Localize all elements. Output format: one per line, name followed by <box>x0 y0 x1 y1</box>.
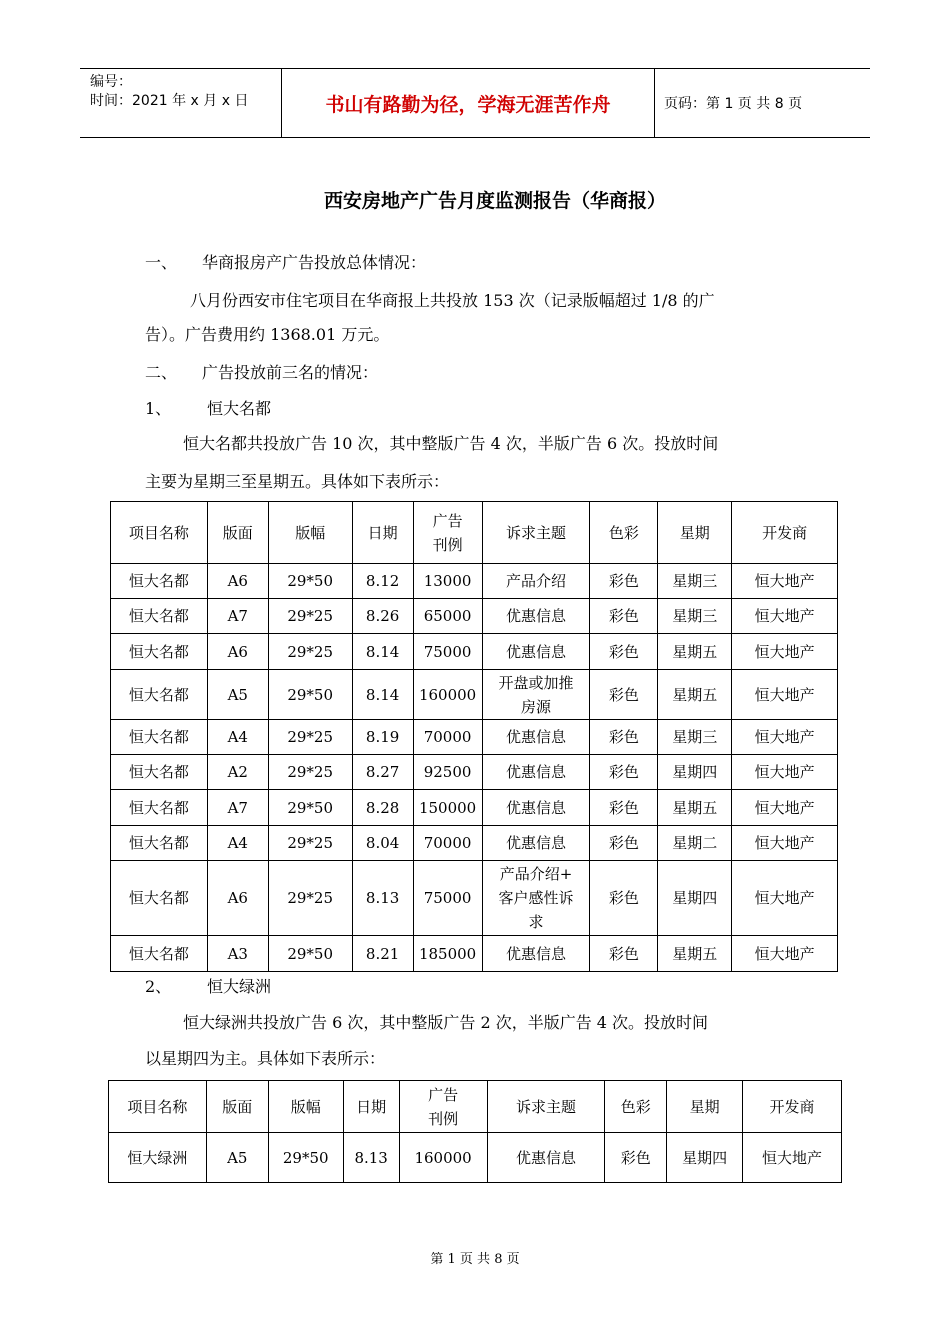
table-cell: 8.28 <box>352 790 413 826</box>
table-cell: 开发商 <box>732 502 838 564</box>
table-cell: A5 <box>206 1133 268 1183</box>
table-cell: 75000 <box>413 634 482 670</box>
header-motto: 书山有路勤为径，学海无涯苦作舟 <box>282 69 655 137</box>
table-cell: 恒大地产 <box>732 861 838 936</box>
table-row <box>111 670 838 720</box>
table-cell: A4 <box>207 826 268 861</box>
table-cell: 29*50 <box>268 1133 343 1183</box>
table-cell: 色彩 <box>590 502 658 564</box>
table-cell: A2 <box>207 755 268 790</box>
table-cell: A6 <box>207 634 268 670</box>
table-cell: 星期五 <box>658 670 732 720</box>
table-cell: 日期 <box>343 1081 399 1133</box>
table-cell: 8.04 <box>352 826 413 861</box>
table-cell: 92500 <box>413 755 482 790</box>
table-cell: 8.14 <box>352 670 413 720</box>
table-cell: 恒大地产 <box>743 1133 842 1183</box>
table-cell: 开发商 <box>743 1081 842 1133</box>
table-hengda-mingdu <box>110 501 838 972</box>
table-cell: 8.19 <box>352 720 413 755</box>
table-row <box>111 720 838 755</box>
table-cell: 版幅 <box>268 502 352 564</box>
header-page-label: 页码：第 1 页 共 8 页 <box>664 96 803 112</box>
item2-line1: 恒大绿洲共投放广告 6 次，其中整版广告 2 次，半版广告 4 次。投放时间 <box>183 1013 709 1032</box>
table-cell: 29*25 <box>268 861 352 936</box>
table-cell: 29*25 <box>268 634 352 670</box>
table-cell: 星期四 <box>658 755 732 790</box>
table-cell: 星期 <box>667 1081 743 1133</box>
table-cell: 恒大名都 <box>111 826 208 861</box>
table-cell: 8.27 <box>352 755 413 790</box>
table-cell: A5 <box>207 670 268 720</box>
table-cell: 广告 刊例 <box>399 1081 487 1133</box>
section1-heading: 华商报房产广告投放总体情况： <box>202 253 427 272</box>
table-cell: A6 <box>207 564 268 599</box>
item1-num: 1、 <box>145 399 172 418</box>
table-cell: A4 <box>207 720 268 755</box>
table-cell: 恒大名都 <box>111 599 208 634</box>
table-cell: 29*50 <box>268 564 352 599</box>
report-title: 西安房地产广告月度监测报告（华商报） <box>323 190 666 212</box>
table-cell: 8.26 <box>352 599 413 634</box>
table-cell: 恒大名都 <box>111 564 208 599</box>
table-hengda-lvzhou <box>108 1080 842 1183</box>
table-cell: 星期四 <box>667 1133 743 1183</box>
table-cell: 29*25 <box>268 755 352 790</box>
table-cell: 优惠信息 <box>482 755 590 790</box>
table-row <box>111 936 838 972</box>
section2-heading: 广告投放前三名的情况： <box>202 363 379 382</box>
table-cell: 8.13 <box>352 861 413 936</box>
table-cell: 星期五 <box>658 936 732 972</box>
table-cell: 彩色 <box>590 755 658 790</box>
section1-line1: 八月份西安市住宅项目在华商报上共投放 153 次（记录版幅超过 1/8 的广 <box>190 291 715 310</box>
table-cell: 恒大地产 <box>732 936 838 972</box>
table-cell: 恒大名都 <box>111 755 208 790</box>
item2-num: 2、 <box>145 977 172 996</box>
table-cell: 优惠信息 <box>482 790 590 826</box>
table-cell: 65000 <box>413 599 482 634</box>
time-label: 时间：2021 年 x 月 x 日 <box>90 93 249 109</box>
section1-heading-num: 一、 <box>145 253 178 272</box>
table-cell: 星期 <box>658 502 732 564</box>
table-cell: 产品介绍 <box>482 564 590 599</box>
table-cell: 星期五 <box>658 634 732 670</box>
table-cell: 版面 <box>207 502 268 564</box>
table-cell: 恒大绿洲 <box>109 1133 207 1183</box>
table-cell: 彩色 <box>605 1133 667 1183</box>
table-cell: 诉求主题 <box>487 1081 605 1133</box>
table-cell: 色彩 <box>605 1081 667 1133</box>
section2-heading-num: 二、 <box>145 363 178 382</box>
table-cell: 彩色 <box>590 790 658 826</box>
table-cell: 彩色 <box>590 634 658 670</box>
table-cell: A6 <box>207 861 268 936</box>
table-cell: A7 <box>207 599 268 634</box>
table-cell: 恒大名都 <box>111 634 208 670</box>
table-cell: 恒大名都 <box>111 720 208 755</box>
table-cell: 8.13 <box>343 1133 399 1183</box>
table-cell: 恒大名都 <box>111 790 208 826</box>
item2-name: 恒大绿洲 <box>207 977 272 996</box>
table-cell: 日期 <box>352 502 413 564</box>
table-cell: 产品介绍+ 客户感性诉 求 <box>482 861 590 936</box>
table-cell: 广告 刊例 <box>413 502 482 564</box>
table-cell: 彩色 <box>590 826 658 861</box>
table-cell: 星期二 <box>658 826 732 861</box>
table-cell: 彩色 <box>590 936 658 972</box>
item1-name: 恒大名都 <box>207 399 272 418</box>
table-row <box>111 755 838 790</box>
table-cell: 优惠信息 <box>482 599 590 634</box>
table-cell: 恒大名都 <box>111 670 208 720</box>
table-cell: 优惠信息 <box>482 634 590 670</box>
table-cell: 恒大地产 <box>732 564 838 599</box>
table-header-row <box>109 1081 842 1133</box>
table-cell: 160000 <box>399 1133 487 1183</box>
table-cell: 恒大地产 <box>732 670 838 720</box>
table-cell: 75000 <box>413 861 482 936</box>
table-cell: 项目名称 <box>109 1081 207 1133</box>
table-row <box>109 1133 842 1183</box>
table-cell: 优惠信息 <box>482 826 590 861</box>
table-cell: 150000 <box>413 790 482 826</box>
table-cell: 彩色 <box>590 564 658 599</box>
table-cell: 星期四 <box>658 861 732 936</box>
table-cell: 诉求主题 <box>482 502 590 564</box>
number-label: 编号： <box>90 74 132 90</box>
table-cell: 70000 <box>413 720 482 755</box>
table-cell: A3 <box>207 936 268 972</box>
table-row <box>111 599 838 634</box>
table-cell: A7 <box>207 790 268 826</box>
table-cell: 优惠信息 <box>482 720 590 755</box>
table-row <box>111 634 838 670</box>
table-cell: 彩色 <box>590 861 658 936</box>
table-cell: 13000 <box>413 564 482 599</box>
table-cell: 星期五 <box>658 790 732 826</box>
table-cell: 星期三 <box>658 720 732 755</box>
table-row <box>111 790 838 826</box>
table-cell: 29*50 <box>268 936 352 972</box>
table-cell: 恒大地产 <box>732 599 838 634</box>
table-cell: 185000 <box>413 936 482 972</box>
item1-line2: 主要为星期三至星期五。具体如下表所示： <box>145 472 450 491</box>
table-cell: 恒大名都 <box>111 861 208 936</box>
table-row <box>111 564 838 599</box>
table-cell: 恒大地产 <box>732 720 838 755</box>
table-cell: 优惠信息 <box>487 1133 605 1183</box>
table-cell: 29*50 <box>268 670 352 720</box>
table-cell: 彩色 <box>590 599 658 634</box>
table-cell: 29*25 <box>268 599 352 634</box>
table-cell: 8.21 <box>352 936 413 972</box>
table-cell: 恒大名都 <box>111 936 208 972</box>
header-meta <box>80 69 282 137</box>
table-cell: 8.14 <box>352 634 413 670</box>
table-cell: 版幅 <box>268 1081 343 1133</box>
table-cell: 恒大地产 <box>732 826 838 861</box>
table-cell: 29*25 <box>268 720 352 755</box>
table-row <box>111 826 838 861</box>
table-cell: 160000 <box>413 670 482 720</box>
section1-line2: 告）。广告费用约 1368.01 万元。 <box>145 325 390 344</box>
table-cell: 恒大地产 <box>732 634 838 670</box>
table-row <box>111 861 838 936</box>
table-cell: 70000 <box>413 826 482 861</box>
table-cell: 恒大地产 <box>732 790 838 826</box>
table-cell: 项目名称 <box>111 502 208 564</box>
table-cell: 彩色 <box>590 720 658 755</box>
table-cell: 恒大地产 <box>732 755 838 790</box>
page-header <box>80 68 870 138</box>
item1-line1: 恒大名都共投放广告 10 次，其中整版广告 4 次，半版广告 6 次。投放时间 <box>183 434 719 453</box>
table-cell: 优惠信息 <box>482 936 590 972</box>
table-cell: 29*25 <box>268 826 352 861</box>
table-cell: 8.12 <box>352 564 413 599</box>
table-cell: 29*50 <box>268 790 352 826</box>
table-cell: 星期三 <box>658 599 732 634</box>
table-cell: 星期三 <box>658 564 732 599</box>
page-footer: 第 1 页 共 8 页 <box>430 1252 520 1267</box>
table-cell: 彩色 <box>590 670 658 720</box>
table-header-row <box>111 502 838 564</box>
table-cell: 开盘或加推 房源 <box>482 670 590 720</box>
table-cell: 版面 <box>206 1081 268 1133</box>
item2-line2: 以星期四为主。具体如下表所示： <box>145 1049 386 1068</box>
